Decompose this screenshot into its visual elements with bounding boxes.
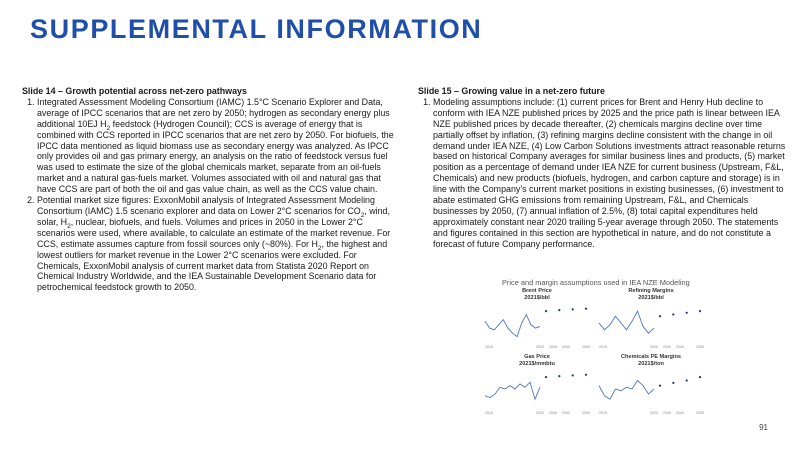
- slide-15-note-1: 1. Modeling assumptions include: (1) current prices for Brent and Henry Hub decline to conform with IEA NZE published prices by 2025 and the price path is linear between IEA NZE published prices by decade thereafter, (2) chemicals margins decline over time partially offset by inflation, (3) refining margins decline consistent with the change in oil demand under IEA NZE, (4) Low Carbon Solutions investments attract reasonable returns based on historical Company averages for similar business lines and products, (5) market position as a percentage of demand under IEA NZE for current business (Upstream, F&L, Chemicals) and new products (biofuels, hydrogen, and carbon capture and storage) is in line with the Company’s current market positions in existing businesses, (6) investment to abate estimated GHG emissions from remaining Upstream, F&L, and Chemicals businesses by 2050, (7) annual inflation of 2.5%, (8) total capital expenditures held approximately constant near 2020 trailing 5-year average through 2050. The statements and figures contained in this section are hypothetical in nature, and do not constitute a forecast of future Company performance.: [433, 97, 790, 250]
- projection-point: [545, 376, 547, 378]
- x-tick-label: 2020: [536, 411, 544, 415]
- chemicals-pe-margins-chart: [596, 354, 706, 416]
- x-tick-label: 2050: [582, 345, 590, 349]
- mini-chart-title: Gas Price 2021$/mmbtu: [519, 354, 555, 367]
- projection-point: [672, 382, 674, 384]
- slide-15-list: [418, 97, 790, 250]
- x-tick-label: 2015: [599, 345, 607, 349]
- mini-chart-plot: [482, 288, 592, 350]
- projection-point: [585, 308, 587, 310]
- x-tick-label: 2015: [485, 345, 493, 349]
- mini-chart-title: Refining Margins 2021$/bbl: [628, 288, 674, 301]
- brent-price-chart: [482, 288, 592, 350]
- x-tick-label: 2040: [676, 345, 684, 349]
- projection-point: [686, 312, 688, 314]
- slide-14-note-2: 2. Potential market size figures: ExxonMobil analysis of Integrated Assessment Modeling Consortium (IAMC) 1.5 scenario explorer and data on Lower 2°C scenarios for $CO_2$, wind, solar, $H_2$, nuclear, biofuels, and fuels. Volumes and prices in 2050 in the Lower 2°C scenarios were used, where available, to calculate an estimate of the market revenue. For CCS, estimate assumes capture from fossil sources only (~80%). For $H_2$, the highest and lowest outliers for market revenue in the Lower 2°C scenarios were excluded. For Chemicals, ExxonMobil analysis of current market data from Statista 2020 Report on Chemical Industry Worldwide, and the IEA Sustainable Development Scenario data for petrochemical feedstock growth to 2050.: [37, 195, 394, 293]
- x-tick-label: 2020: [536, 345, 544, 349]
- projection-point: [659, 385, 661, 387]
- x-tick-label: 2020: [650, 345, 658, 349]
- page-number: 91: [759, 423, 768, 432]
- x-tick-label: 2015: [485, 411, 493, 415]
- x-tick-label: 2040: [676, 411, 684, 415]
- x-tick-label: 2040: [562, 345, 570, 349]
- gas-price-chart: [482, 354, 592, 416]
- x-tick-label: 2015: [599, 411, 607, 415]
- price-margin-chart: [482, 278, 708, 426]
- projection-point: [699, 376, 701, 378]
- projection-point: [545, 310, 547, 312]
- x-tick-label: 2030: [663, 345, 671, 349]
- projection-point: [686, 379, 688, 381]
- slide-14-note-1: 1. Integrated Assessment Modeling Consortium (IAMC) 1.5°C Scenario Explorer and Data, average of IPCC scenarios that are net zero by 2050; hydrogen as secondary energy plus additional 10EJ $H_2$ feedstock (Hydrogen Council); CCS is average of energy that is combined with CCS reported in IPCC scenarios that are net zero by 2050. For biofuels, the IPCC data mentioned as liquid biomass use as secondary energy was analyzed. As IPCC only provides oil and gas primary energy, an analysis on the ratio of feedstock versus fuel was used to estimate the size of the global chemicals market, separate from an oil-fuels market and a natural gas-fuels market. Volumes associated with oil and natural gas that have CCS are part of both the oil and gas value chain, as well as the CCS value chain.: [37, 97, 394, 195]
- mini-chart-title: Brent Price 2021$/bbl: [522, 288, 552, 301]
- x-tick-label: 2020: [650, 411, 658, 415]
- projection-point: [572, 374, 574, 376]
- projection-point: [585, 374, 587, 376]
- slide-15-notes: [418, 86, 790, 250]
- slide-14-list: [22, 97, 394, 293]
- projection-point: [572, 308, 574, 310]
- x-tick-label: 2050: [582, 411, 590, 415]
- x-tick-label: 2050: [696, 411, 704, 415]
- refining-margins-chart: [596, 288, 706, 350]
- chart-title: Price and margin assumptions used in IEA NZE Modeling: [502, 278, 690, 287]
- mini-chart-plot: [596, 288, 706, 350]
- projection-point: [558, 309, 560, 311]
- x-tick-label: 2030: [663, 411, 671, 415]
- slide-14-notes: [22, 86, 394, 293]
- mini-chart-plot: [482, 354, 592, 416]
- slide-14-heading: Slide 14 – Growth potential across net-zero pathways: [22, 86, 247, 96]
- x-tick-label: 2040: [562, 411, 570, 415]
- mini-chart-plot: [596, 354, 706, 416]
- x-tick-label: 2030: [549, 345, 557, 349]
- projection-point: [558, 375, 560, 377]
- slide-15-heading: Slide 15 – Growing value in a net-zero future: [418, 86, 605, 96]
- projection-point: [672, 313, 674, 315]
- x-tick-label: 2030: [549, 411, 557, 415]
- projection-point: [699, 310, 701, 312]
- page-title: SUPPLEMENTAL INFORMATION: [30, 14, 483, 44]
- projection-point: [659, 315, 661, 317]
- history-line: [485, 382, 540, 399]
- history-line: [485, 315, 540, 337]
- mini-chart-title: Chemicals PE Margins 2021$/ton: [621, 354, 681, 367]
- history-line: [599, 311, 654, 333]
- history-line: [599, 381, 654, 400]
- x-tick-label: 2050: [696, 345, 704, 349]
